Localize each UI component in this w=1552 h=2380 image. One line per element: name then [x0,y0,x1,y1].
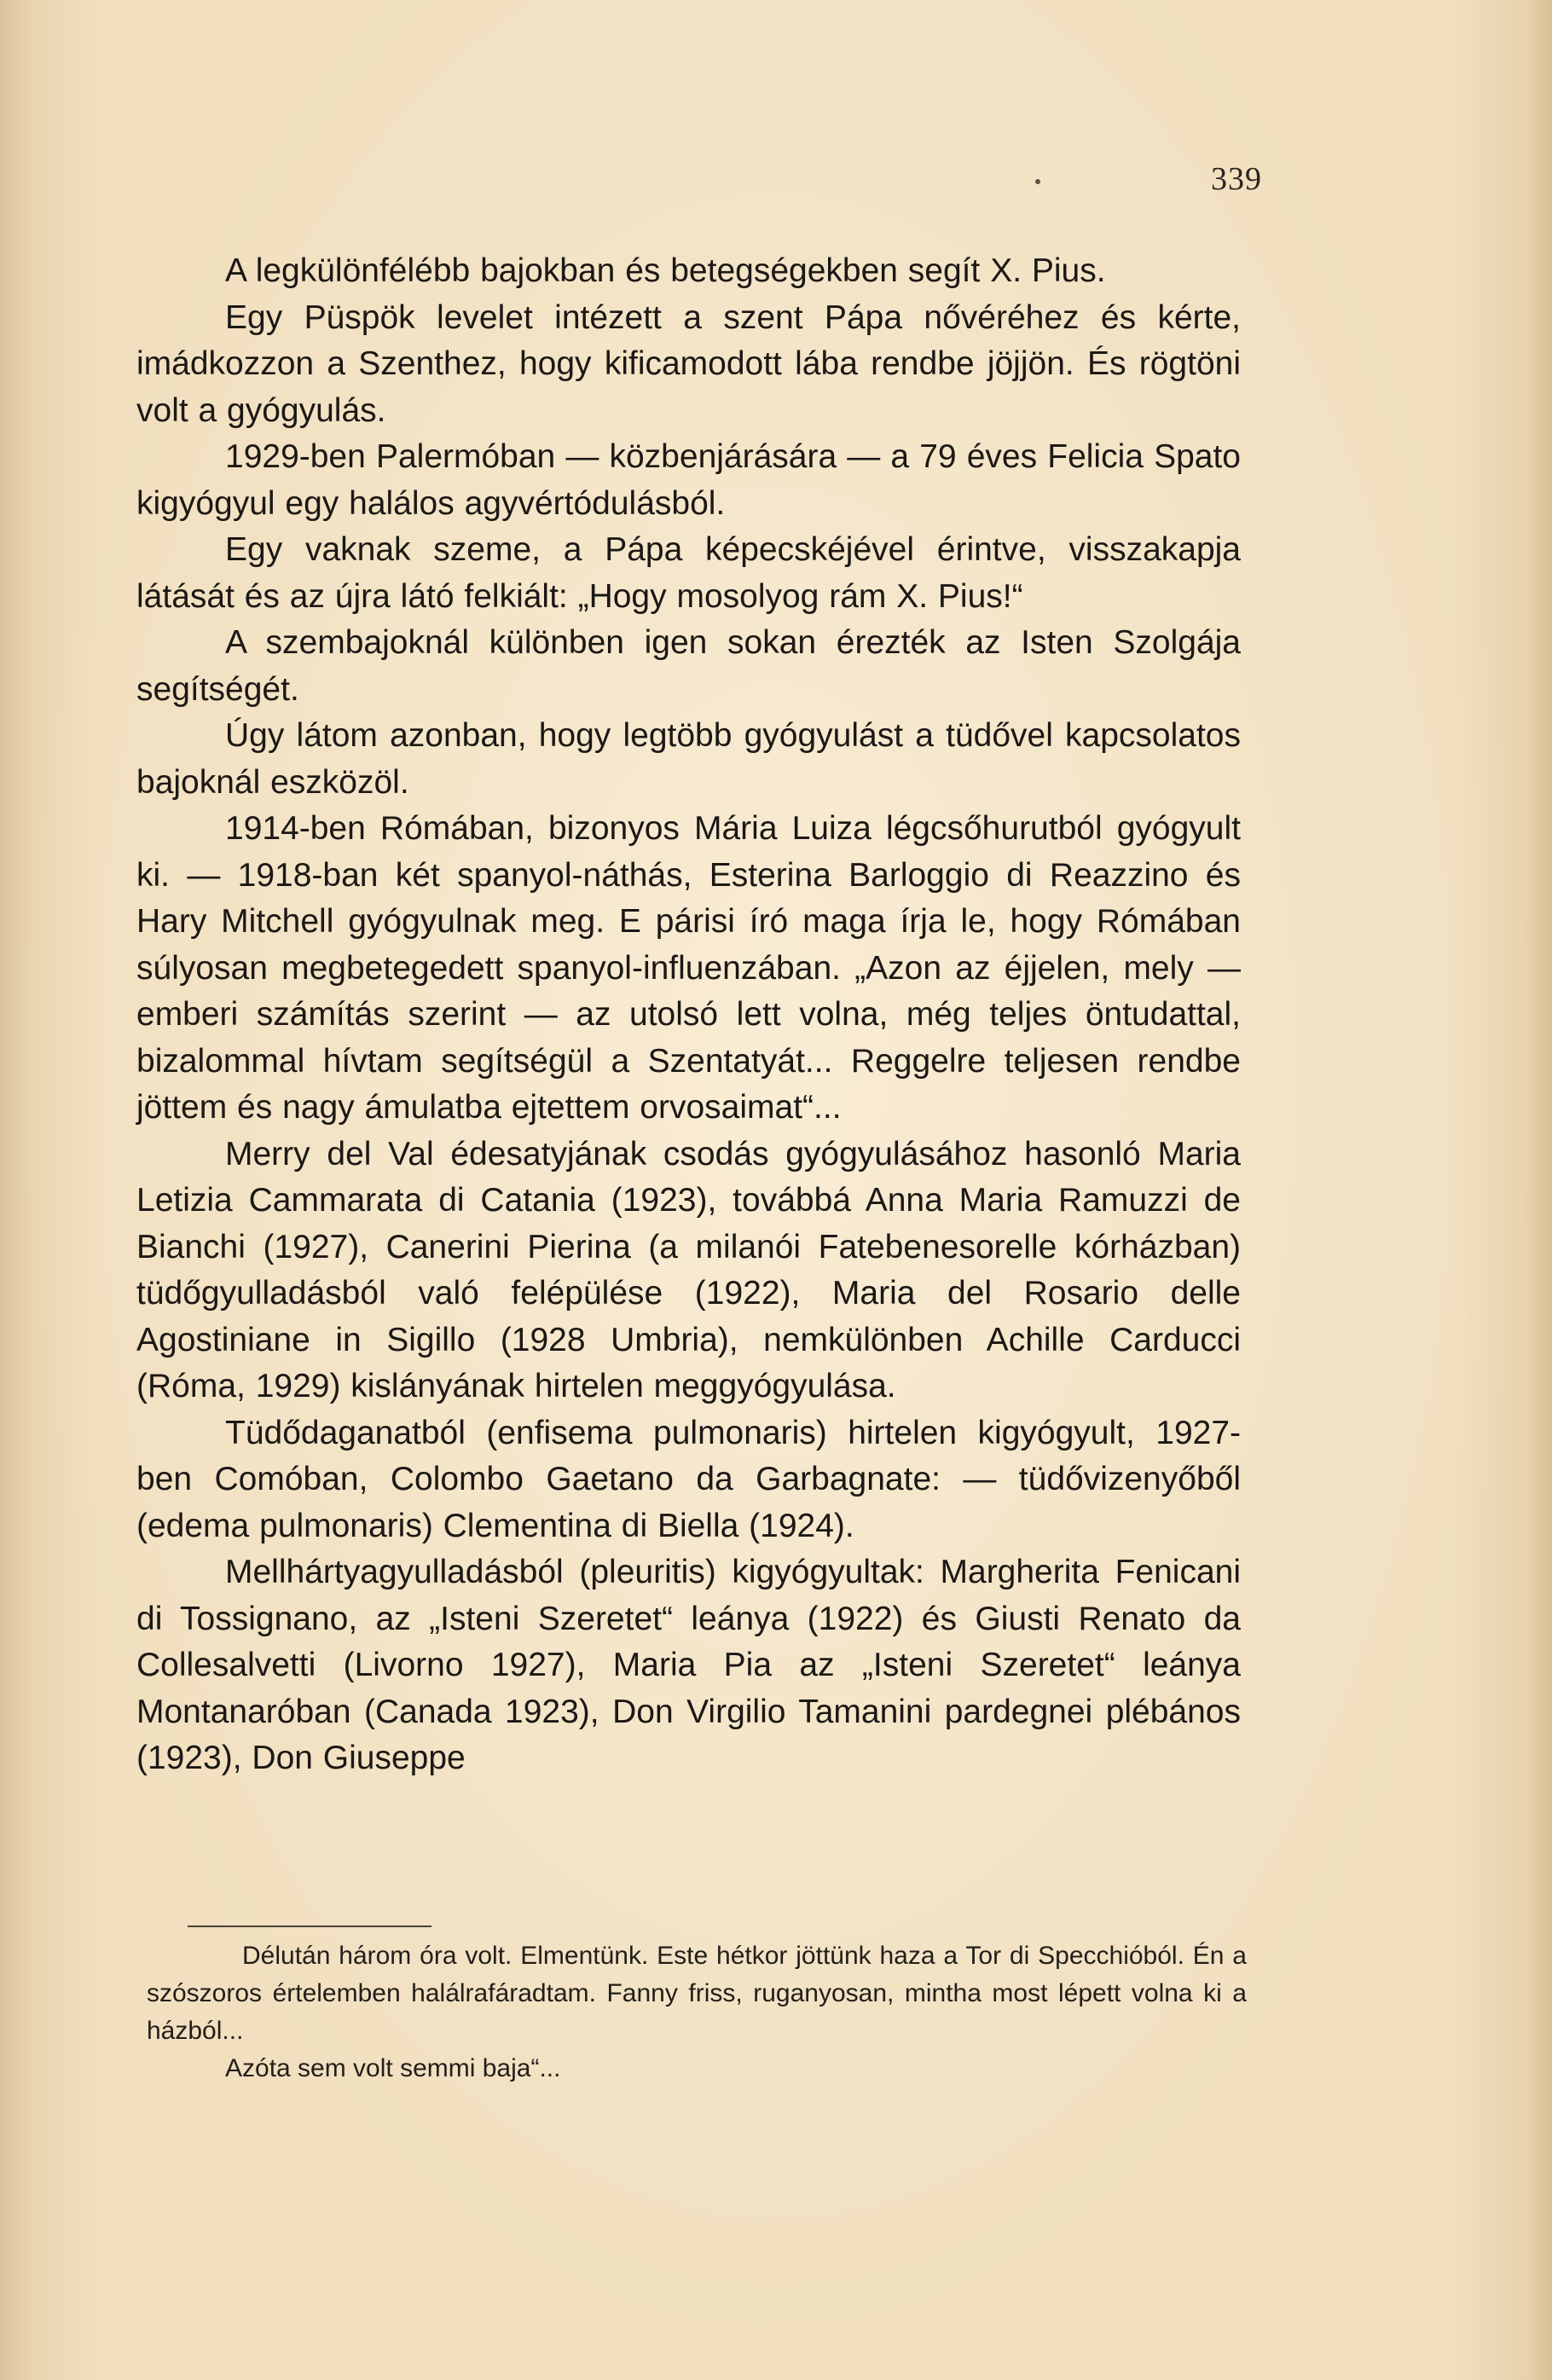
paragraph-2: Egy Püspök levelet intézett a szent Pápa nővéréhez és kérte, imádkozzon a Szenthez, hogy kificamodott lába rendbe jöjjön. És rögtöni volt a gyógyulás. [136,298,1241,429]
paragraph-10: Mellhártyagyulladásból (pleuritis) kigyógyultak: Margherita Fenicani di Tossignano, az „Isteni Szeretet“ leánya (1922) és Giusti Renato da Collesalvetti (Livorno 1927), Maria Pia az „Isteni Szeretet“ leánya Montanaróban (Canada 1923), Don Virgilio Tamanini pardegnei plébános (1923), Don Giuseppe [136,1554,1241,1776]
main-text [136,248,1241,1782]
paragraph-1: A legkülönfélébb bajokban és betegségekben segít X. Pius. [225,252,1106,289]
footnote [147,1937,1247,2088]
print-speck [1035,179,1040,184]
paragraph-8: Merry del Val édesatyjának csodás gyógyulásához hasonló Maria Letizia Cammarata di Catania (1923), továbbá Anna Maria Ramuzzi de Bianchi (1927), Canerini Pierina (a milanói Fatebenesorelle kórházban) tüdőgyulladásból való felépülése (1922), Maria del Rosario delle Agostiniane in Sigillo (1928 Umbria), nemkülönben Achille Carducci (Róma, 1929) kislányának hirtelen meggyógyulása. [136,1135,1241,1404]
paragraph-6: Úgy látom azonban, hogy legtöbb gyógyulást a tüdővel kapcsolatos bajoknál eszközöl. [136,717,1241,801]
paragraph-4: Egy vaknak szeme, a Pápa képecskéjével érintve, visszakapja látását és az újra látó felkiált: „Hogy mosolyog rám X. Pius!“ [136,531,1241,615]
footnote-closing: Azóta sem volt semmi baja“... [225,2054,561,2082]
page-number: 339 [1211,161,1262,197]
footnote-divider [188,1925,431,1927]
paragraph-9: Tüdődaganatból (enfisema pulmonaris) hirtelen kigyógyult, 1927-ben Comóban, Colombo Gaetano da Garbagnate: — tüdővizenyőből (edema pulmonaris) Clementina di Biella (1924). [136,1414,1241,1544]
paragraph-3: 1929-ben Palermóban — közbenjárására — a 79 éves Felicia Spato kigyógyul egy halálos agyvértódulásból. [136,438,1241,522]
footnote-paragraph: Délután három óra volt. Elmentünk. Este hétkor jöttünk haza a Tor di Specchióból. Én a szószoros értelemben halálrafáradtam. Fanny friss, ruganyosan, mintha most lépett volna ki a házból... [147,1942,1247,2045]
paragraph-7: 1914-ben Rómában, bizonyos Mária Luiza légcsőhurutból gyógyult ki. — 1918-ban két spanyol-náthás, Esterina Barloggio di Reazzino és Hary Mitchell gyógyulnak meg. E párisi író maga írja le, hogy Rómában súlyosan megbetegedett spanyol-influenzában. „Azon az éjjelen, mely — emberi számítás szerint — az utolsó lett volna, még teljes öntudattal, bizalommal hívtam segítségül a Szentatyát... Reggelre teljesen rendbe jöttem és nagy ámulatba ejtettem orvosaimat“... [136,810,1241,1126]
paragraph-5: A szembajoknál különben igen sokan érezték az Isten Szolgája segítségét. [136,624,1241,708]
